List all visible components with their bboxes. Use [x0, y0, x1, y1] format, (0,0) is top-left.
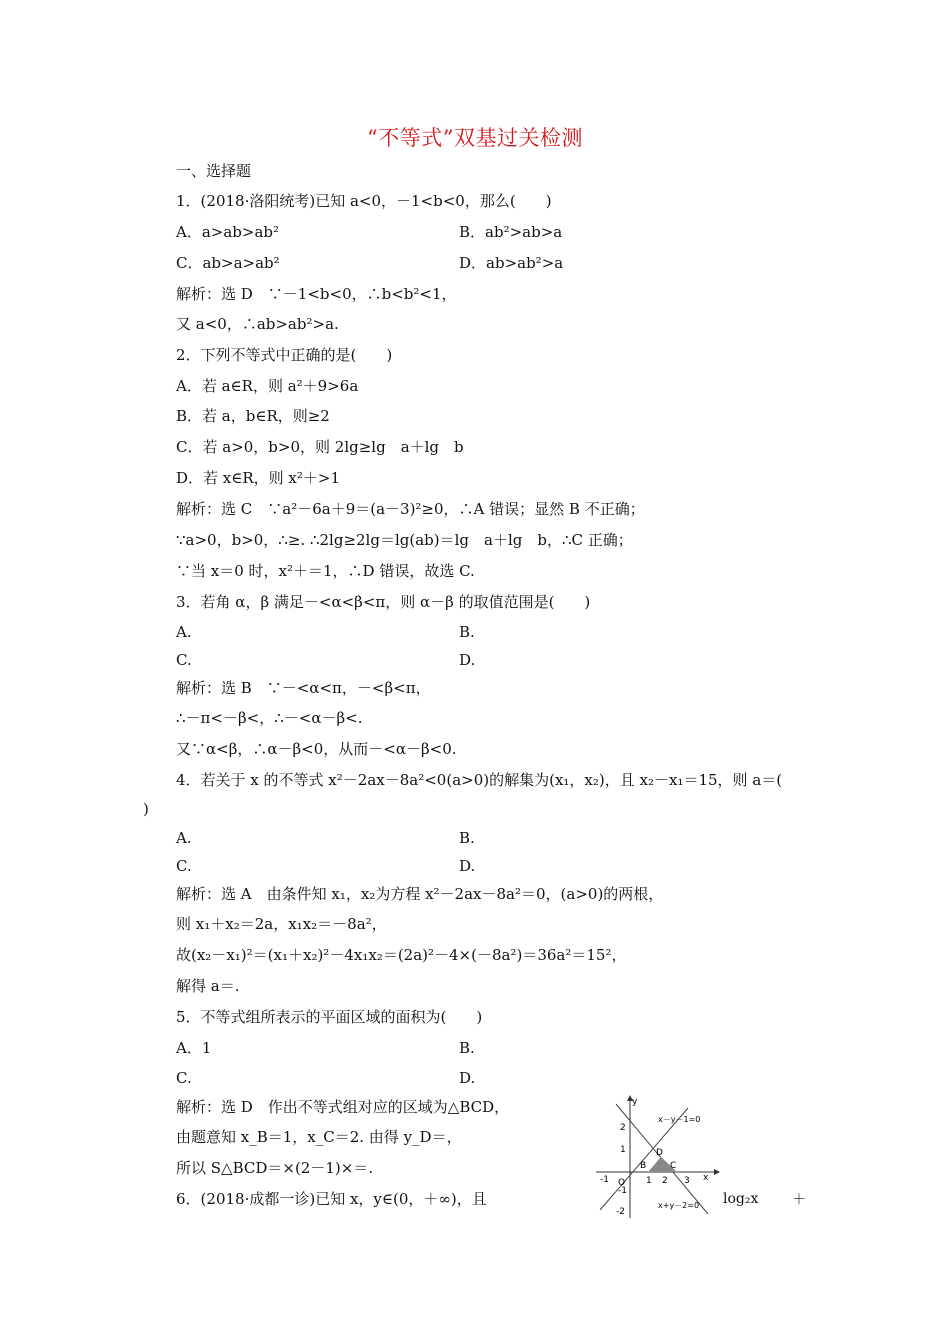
- solution-line: ∴－π<－β<，∴－<α－β<.: [176, 709, 363, 727]
- option-c: C.: [176, 857, 192, 875]
- tick-label: 3: [684, 1176, 690, 1186]
- option-a: A．a>ab>ab²: [176, 223, 280, 241]
- question-5: 5．不等式组所表示的平面区域的面积为( ): [176, 1008, 483, 1026]
- question-6: 6．(2018·成都一诊)已知 x，y∈(0，＋∞)，且: [176, 1190, 487, 1208]
- point-b-label: B: [640, 1161, 647, 1171]
- formula-fragment: log₂x: [723, 1191, 759, 1207]
- option-d: D.: [459, 651, 476, 669]
- point-d-label: D: [656, 1148, 663, 1158]
- question-1: 1．(2018·洛阳统考)已知 a<0，－1<b<0，那么( ): [176, 192, 552, 210]
- option-b: B．ab²>ab>a: [459, 223, 563, 241]
- tick-label: 2: [620, 1123, 626, 1133]
- option-c: C.: [176, 651, 192, 669]
- solution-line: 由题意知 x_B＝1，x_C＝2. 由得 y_D＝，: [176, 1128, 462, 1146]
- solution-line: 解析：选 C ∵a²－6a＋9＝(a－3)²≥0，∴A 错误；显然 B 不正确；: [176, 500, 645, 518]
- line-label: x－y－1=0: [658, 1115, 701, 1124]
- option-a: A．若 a∈R，则 a²＋9>6a: [176, 377, 359, 395]
- question-3: 3．若角 α，β 满足－<α<β<π，则 α－β 的取值范围是( ): [176, 593, 591, 611]
- question-4: 4．若关于 x 的不等式 x²－2ax－8a²<0(a>0)的解集为(x₁，x₂)，且 x₂－x₁＝15，则 a＝(: [176, 771, 783, 789]
- solution-line: 又 a<0，∴ab>ab²>a.: [176, 315, 339, 333]
- option-a: A.: [176, 623, 192, 641]
- option-b: B.: [459, 829, 475, 847]
- solution-line: 则 x₁＋x₂＝2a，x₁x₂＝－8a²，: [176, 915, 387, 933]
- origin-label: O: [618, 1178, 626, 1188]
- solution-line: 解析：选 D ∵－1<b<0，∴b<b²<1，: [176, 285, 457, 303]
- section-heading: 一、选择题: [176, 162, 252, 180]
- tick-label: 2: [662, 1176, 668, 1186]
- tick-label: -1: [600, 1175, 609, 1185]
- question-2: 2．下列不等式中正确的是( ): [176, 346, 393, 364]
- document-title: “不等式”双基过关检测: [367, 126, 583, 150]
- option-d: D．ab>ab²>a: [459, 254, 564, 272]
- solution-line: 解析：选 B ∵－<α<π，－<β<π，: [176, 679, 431, 697]
- solution-line: ∵当 x＝0 时，x²＋＝1，∴D 错误，故选 C.: [176, 562, 475, 580]
- option-a: A．1: [176, 1039, 212, 1057]
- option-b: B．若 a，b∈R，则≥2: [176, 407, 330, 425]
- tick-label: -2: [616, 1207, 625, 1217]
- option-d: D．若 x∈R，则 x²＋>1: [176, 469, 341, 487]
- solution-line: 解析：选 A 由条件知 x₁，x₂为方程 x²－2ax－8a²＝0，(a>0)的两根，: [176, 885, 664, 903]
- option-b: B.: [459, 623, 475, 641]
- x-axis-label: x: [703, 1173, 709, 1183]
- option-c: C.: [176, 1069, 192, 1087]
- solution-line: 故(x₂－x₁)²＝(x₁＋x₂)²－4x₁x₂＝(2a)²－4×(－8a²)＝36a²＝15²，: [176, 946, 627, 964]
- tick-label: 1: [646, 1176, 652, 1186]
- option-a: A.: [176, 829, 192, 847]
- solution-line: ∵a>0，b>0，∴≥. ∴2lg≥2lg＝lg(ab)＝lg a＋lg b，∴C 正确；: [176, 531, 633, 549]
- solution-line: 解析：选 D 作出不等式组对应的区域为△BCD，: [176, 1098, 510, 1116]
- region-figure: [590, 1092, 720, 1222]
- option-c: C．ab>a>ab²: [176, 254, 280, 272]
- option-d: D.: [459, 857, 476, 875]
- option-b: B.: [459, 1039, 475, 1057]
- option-c: C．若 a>0，b>0，则 2lg≥lg a＋lg b: [176, 438, 464, 456]
- solution-line: 所以 S△BCD＝×(2－1)×＝.: [176, 1159, 374, 1177]
- question-4-continued: ): [143, 800, 149, 818]
- solution-line: 又∵α<β，∴α－β<0，从而－<α－β<0.: [176, 740, 457, 758]
- tick-label: 1: [620, 1145, 626, 1155]
- y-axis-label: y: [632, 1097, 638, 1107]
- option-d: D.: [459, 1069, 476, 1087]
- tick-label: -1: [618, 1186, 627, 1196]
- solution-line: 解得 a＝.: [176, 977, 240, 995]
- x-axis-arrow: [714, 1169, 720, 1175]
- line-label: x+y－2=0: [658, 1201, 700, 1210]
- formula-fragment: ＋: [792, 1192, 806, 1208]
- point-c-label: C: [670, 1161, 677, 1171]
